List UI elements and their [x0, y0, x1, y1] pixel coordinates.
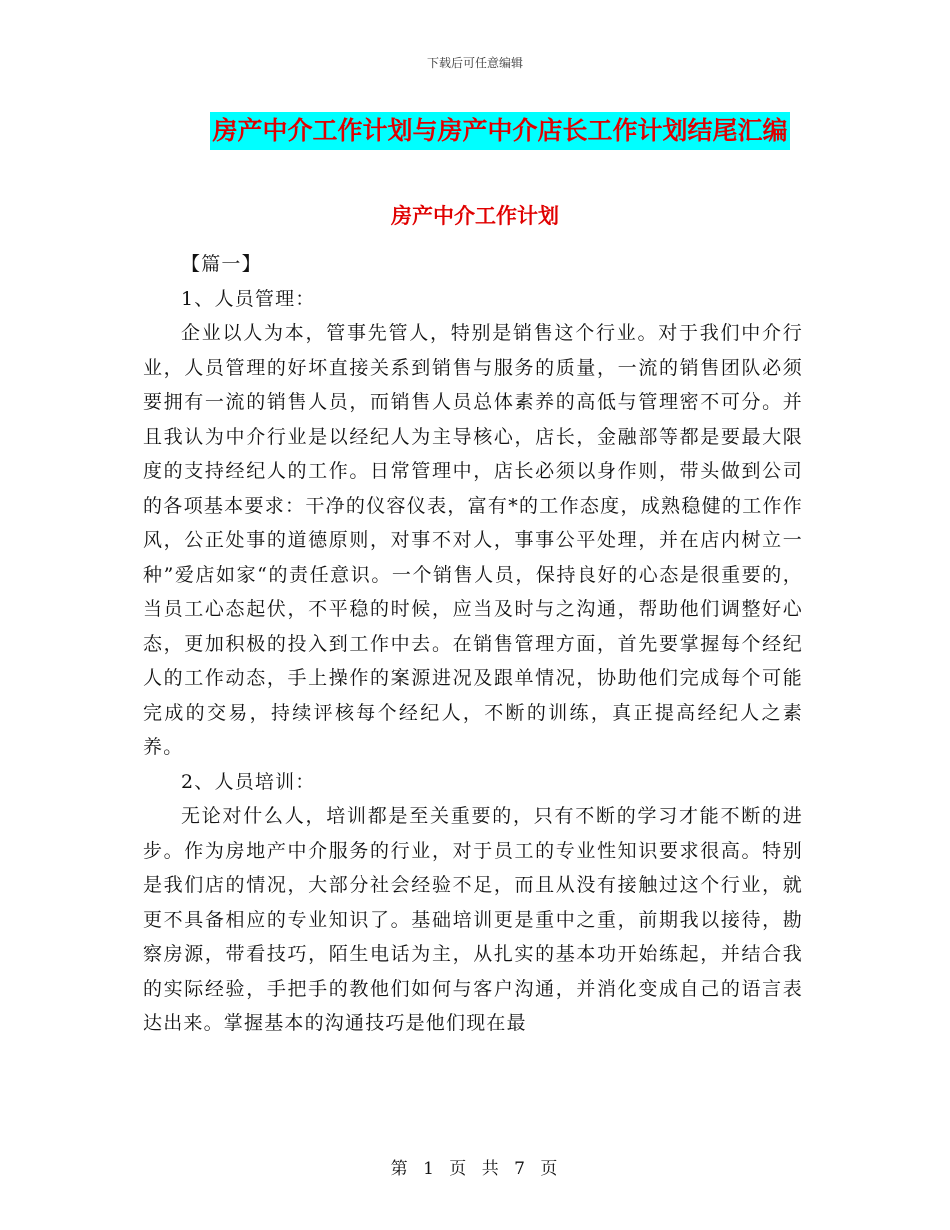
- subheading-personnel-management: 1、人员管理：: [181, 287, 316, 310]
- document-main-title: 房产中介工作计划与房产中介店长工作计划结尾汇编: [210, 112, 789, 150]
- footer-page-label: 页: [449, 1159, 469, 1179]
- footer-total-label: 共: [481, 1159, 501, 1179]
- footer-prefix: 第: [390, 1159, 410, 1179]
- chapter-label: 【篇一】: [181, 253, 262, 275]
- paragraph-personnel-training: 无论对什么人，培训都是至关重要的，只有不断的学习才能不断的进步。作为房地产中介服务的行业，对于员工的专业性知识要求很高。特别是我们店的情况，大部分社会经验不足，而且从没有接触过这个行业，就更不具备相应的专业知识了。基础培训更是重中之重，前期我以接待，勘察房源，带看技巧，陌生电话为主，从扎实的基本功开始练起，并结合我的实际经验，手把手的教他们如何与客户沟通，并消化变成自己的语言表达出来。掌握基本的沟通技巧是他们现在最: [143, 805, 803, 1034]
- footer-suffix: 页: [540, 1159, 560, 1179]
- page-footer: [0, 1154, 950, 1179]
- document-body: [143, 247, 803, 1041]
- page-header-note: 下载后可任意编辑: [426, 56, 523, 70]
- section-title: 房产中介工作计划: [391, 204, 559, 228]
- subheading-personnel-training: 2、人员培训：: [181, 770, 316, 793]
- main-title-container: [0, 112, 950, 150]
- footer-page-number: 1: [423, 1159, 436, 1179]
- footer-total-pages: 7: [514, 1159, 527, 1179]
- paragraph-personnel-management: 企业以人为本，管事先管人，特别是销售这个行业。对于我们中介行业，人员管理的好坏直接关系到销售与服务的质量，一流的销售团队必须要拥有一流的销售人员，而销售人员总体素养的高低与管理密不可分。并且我认为中介行业是以经纪人为主导核心，店长，金融部等都是要最大限度的支持经纪人的工作。日常管理中，店长必须以身作则，带头做到公司的各项基本要求：干净的仪容仪表，富有*的工作态度，成熟稳健的工作作风，公正处事的道德原则，对事不对人，事事公平处理，并在店内树立一种”爱店如家“的责任意识。一个销售人员，保持良好的心态是很重要的，当员工心态起伏，不平稳的时候，应当及时与之沟通，帮助他们调整好心态，更加积极的投入到工作中去。在销售管理方面，首先要掌握每个经纪人的工作动态，手上操作的案源进况及跟单情况，协助他们完成每个可能完成的交易，持续评核每个经纪人，不断的训练，真正提高经纪人之素养。: [143, 322, 803, 758]
